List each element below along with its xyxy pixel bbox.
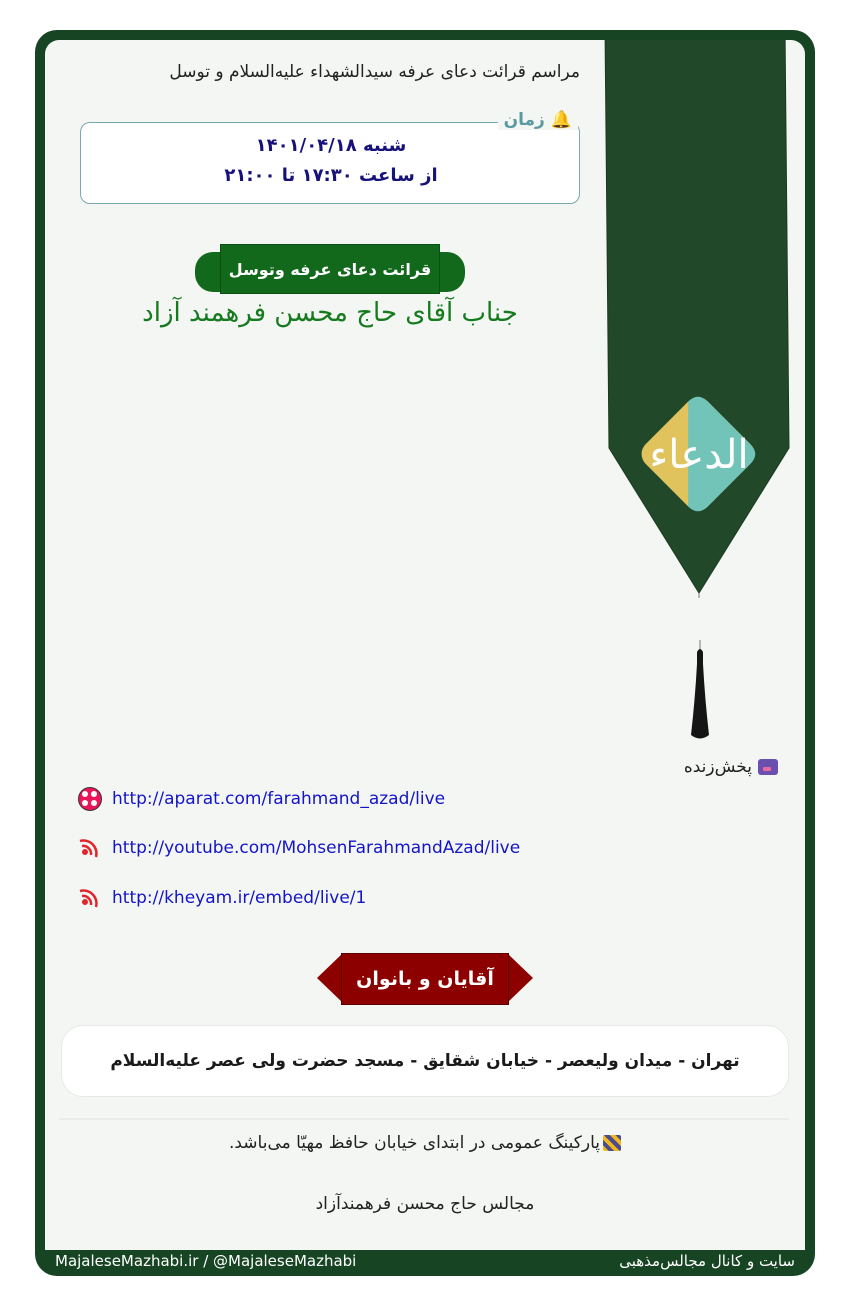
tag-arrow-left: [317, 953, 343, 1003]
time-box: [80, 122, 580, 204]
bell-icon: 🔔: [550, 110, 572, 130]
live-link-youtube[interactable]: [78, 837, 520, 859]
dua-logo-text: الدعاء: [649, 432, 749, 478]
event-title: مراسم قرائت دعای عرفه سیدالشهداء علیه‌السلام و توسل: [169, 62, 580, 82]
event-date: شنبه ۱۴۰۱/۰۴/۱۸: [255, 135, 407, 156]
parking-text: پارکینگ عمومی در ابتدای خیابان حافظ مهیّا می‌باشد.: [228, 1133, 601, 1153]
live-link-url[interactable]: http://aparat.com/farahmand_azad/live: [112, 789, 446, 809]
tassel-icon: [685, 640, 715, 745]
live-link-url[interactable]: http://kheyam.ir/embed/live/1: [112, 888, 367, 908]
live-link-url[interactable]: http://youtube.com/MohsenFarahmandAzad/live: [112, 838, 521, 858]
live-label: پخش‌زنده: [683, 757, 752, 777]
broadcast-icon: [78, 887, 102, 909]
ribbon-label: قرائت دعای عرفه وتوسل: [220, 244, 440, 294]
aparat-icon: [78, 787, 102, 811]
address-card: [61, 1025, 789, 1097]
time-label-text: زمان: [503, 110, 545, 130]
poster-panel: [45, 40, 805, 1250]
signature: مجالس حاج محسن فرهمندآزاد: [315, 1194, 535, 1214]
time-label: [498, 110, 578, 130]
banner-pennant: [603, 40, 803, 598]
live-link-kheyam[interactable]: [78, 887, 366, 909]
live-link-aparat[interactable]: [78, 787, 445, 811]
program-ribbon: [195, 244, 465, 292]
address-text: تهران - میدان ولیعصر - خیابان شقایق - مسجد حضرت ولی عصر علیه‌السلام: [110, 1051, 740, 1071]
broadcast-icon: [78, 837, 102, 859]
live-stream-heading: [684, 757, 778, 777]
audience-tag: [317, 953, 533, 1003]
footer-caption: سایت و کانال مجالس‌مذهبی: [619, 1252, 795, 1270]
divider: [59, 1118, 789, 1120]
audience-label: آقایان و بانوان: [341, 953, 509, 1005]
parking-note: [45, 1133, 805, 1153]
footer-links[interactable]: MajaleseMazhabi.ir / @MajaleseMazhabi: [55, 1252, 357, 1270]
video-camera-icon: [758, 759, 778, 775]
event-hours: از ساعت ۱۷:۳۰ تا ۲۱:۰۰: [224, 165, 438, 186]
speaker-name: جناب آقای حاج محسن فرهمند آزاد: [142, 298, 518, 328]
construction-barrier-icon: [603, 1135, 621, 1151]
tag-arrow-right: [507, 953, 533, 1003]
